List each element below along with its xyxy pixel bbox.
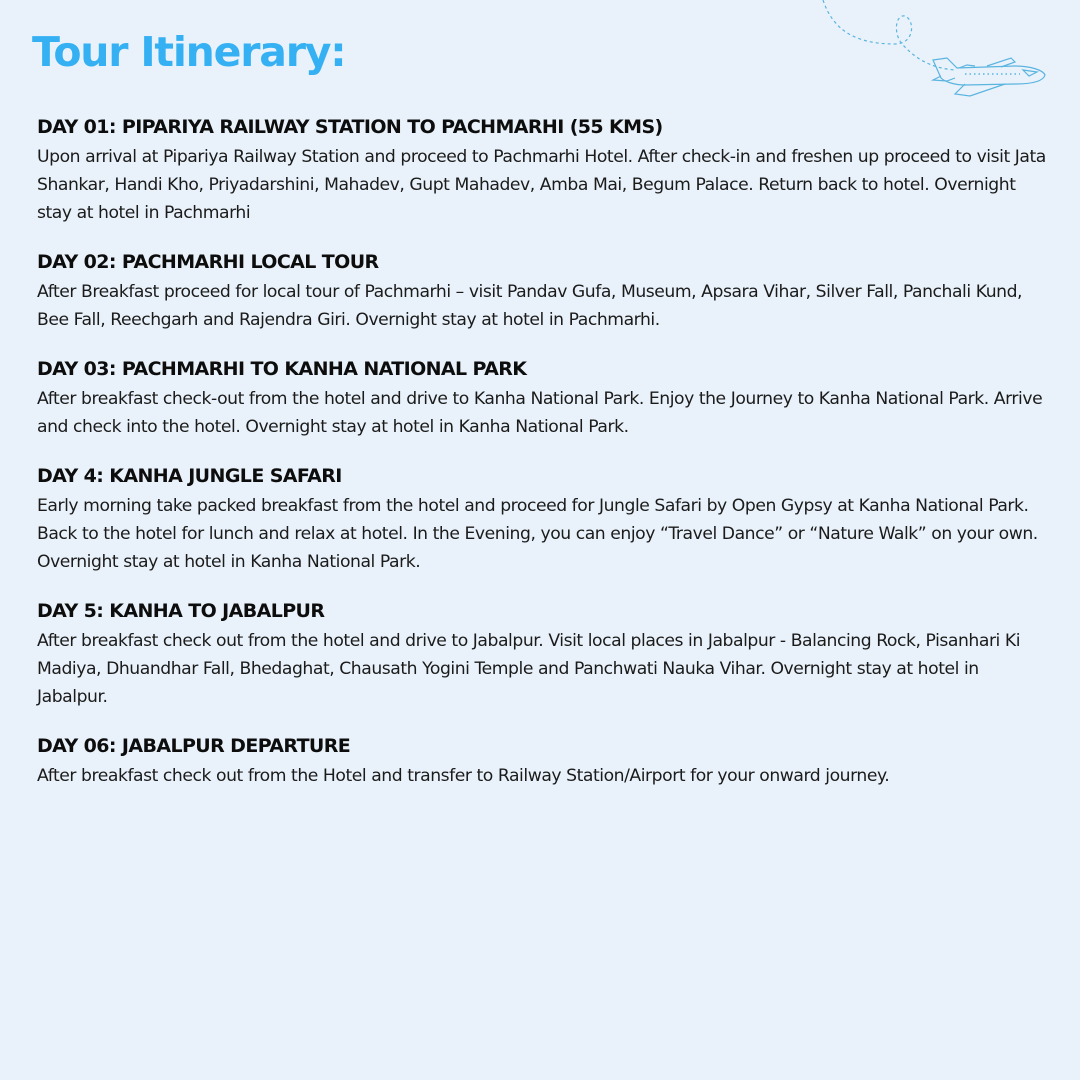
day-heading: DAY 02: PACHMARHI LOCAL TOUR [37,251,379,273]
day-description: After breakfast check out from the hotel and drive to Jabalpur. Visit local places in Jabalpur - Balancing Rock, Pisanhari Ki Madiya, Dhuandhar Fall, Bhedaghat, Chausath Yogini Temple and Panchwati Nauka Vihar. Overnight stay at hotel in Jabalpur. [37,631,1021,707]
day-heading: DAY 03: PACHMARHI TO KANHA NATIONAL PARK [37,358,527,380]
day-description: After breakfast check-out from the hotel and drive to Kanha National Park. Enjoy the Journey to Kanha National Park. Arrive and check into the hotel. Overnight stay at hotel in Kanha National Park. [37,389,1043,437]
day-description: After breakfast check out from the Hotel and transfer to Railway Station/Airport for your onward journey. [37,766,890,786]
day-heading: DAY 4: KANHA JUNGLE SAFARI [37,465,342,487]
airplane-shape [933,58,1045,96]
itinerary-day [37,733,1047,790]
airplane-icon [815,0,1055,105]
day-heading: DAY 5: KANHA TO JABALPUR [37,600,325,622]
day-description: After Breakfast proceed for local tour of Pachmarhi – visit Pandav Gufa, Museum, Apsara Vihar, Silver Fall, Panchali Kund, Bee Fall, Reechgarh and Rajendra Giri. Overnight stay at hotel in Pachmarhi. [37,282,1023,330]
itinerary-day [37,356,1047,441]
itinerary-day [37,598,1047,711]
page-title: Tour Itinerary: [32,28,346,76]
day-description: Early morning take packed breakfast from the hotel and proceed for Jungle Safari by Open Gypsy at Kanha National Park. Back to the hotel for lunch and relax at hotel. In the Evening, you can enjoy “Travel Dance” or “Nature Walk” on your own. Overnight stay at hotel in Kanha National Park. [37,496,1038,572]
day-heading: DAY 01: PIPARIYA RAILWAY STATION TO PACHMARHI (55 KMS) [37,116,663,138]
itinerary-list [37,114,1047,812]
day-description: Upon arrival at Pipariya Railway Station and proceed to Pachmarhi Hotel. After check-in and freshen up proceed to visit Jata Shankar, Handi Kho, Priyadarshini, Mahadev, Gupt Mahadev, Amba Mai, Begum Palace. Return back to hotel. Overnight stay at hotel in Pachmarhi [37,147,1046,223]
itinerary-day [37,463,1047,576]
day-heading: DAY 06: JABALPUR DEPARTURE [37,735,351,757]
itinerary-day [37,114,1047,227]
itinerary-day [37,249,1047,334]
